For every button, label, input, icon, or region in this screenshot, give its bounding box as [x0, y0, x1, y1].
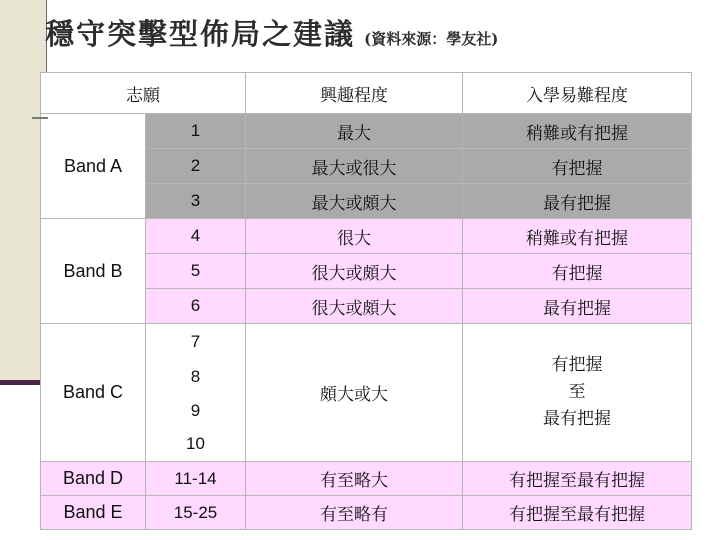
difficulty-cell: 有把握至最有把握 — [463, 462, 692, 496]
wish-number: 5 — [146, 254, 246, 289]
wish-number: 4 — [146, 219, 246, 254]
wish-number: 8 — [146, 360, 246, 394]
table-row — [41, 324, 692, 360]
difficulty-line: 有把握 — [551, 355, 603, 375]
interest-cell: 很大或頗大 — [246, 254, 463, 289]
header-wish: 志願 — [41, 73, 246, 114]
difficulty-cell: 有把握 — [463, 254, 692, 289]
wish-number: 1 — [146, 114, 246, 149]
difficulty-cell: 最有把握 — [463, 289, 692, 324]
band-a-label: Band A — [41, 114, 146, 219]
difficulty-cell: 稍難或有把握 — [463, 219, 692, 254]
difficulty-cell — [463, 324, 692, 462]
slide-title-row — [45, 12, 498, 53]
wish-number: 9 — [146, 394, 246, 428]
source-note: (資料來源：學友社) — [364, 30, 499, 48]
band-b-label: Band B — [41, 219, 146, 324]
difficulty-cell: 稍難或有把握 — [463, 114, 692, 149]
header-difficulty: 入學易難程度 — [463, 73, 692, 114]
header-rule — [32, 117, 48, 119]
strategy-table — [40, 72, 692, 530]
interest-cell: 頗大或大 — [246, 324, 463, 462]
table-row — [41, 219, 692, 254]
interest-cell: 最大或頗大 — [246, 184, 463, 219]
difficulty-line: 最有把握 — [543, 409, 611, 429]
wish-number: 3 — [146, 184, 246, 219]
band-d-label: Band D — [41, 462, 146, 496]
table-row — [41, 462, 692, 496]
wish-number: 2 — [146, 149, 246, 184]
interest-cell: 很大或頗大 — [246, 289, 463, 324]
table-row — [41, 496, 692, 530]
interest-cell: 很大 — [246, 219, 463, 254]
difficulty-cell: 有把握至最有把握 — [463, 496, 692, 530]
difficulty-cell: 最有把握 — [463, 184, 692, 219]
interest-cell: 最大 — [246, 114, 463, 149]
difficulty-cell: 有把握 — [463, 149, 692, 184]
header-interest: 興趣程度 — [246, 73, 463, 114]
slide-title: 穩守突擊型佈局之建議 — [45, 17, 356, 51]
interest-cell: 有至略大 — [246, 462, 463, 496]
table-row — [41, 114, 692, 149]
wish-number: 6 — [146, 289, 246, 324]
wish-number: 11-14 — [146, 462, 246, 496]
wish-number: 10 — [146, 428, 246, 462]
wish-number: 15-25 — [146, 496, 246, 530]
band-e-label: Band E — [41, 496, 146, 530]
band-c-label: Band C — [41, 324, 146, 462]
difficulty-line: 至 — [568, 382, 586, 402]
interest-cell: 有至略有 — [246, 496, 463, 530]
header-row — [41, 73, 692, 114]
wish-number: 7 — [146, 324, 246, 360]
interest-cell: 最大或很大 — [246, 149, 463, 184]
